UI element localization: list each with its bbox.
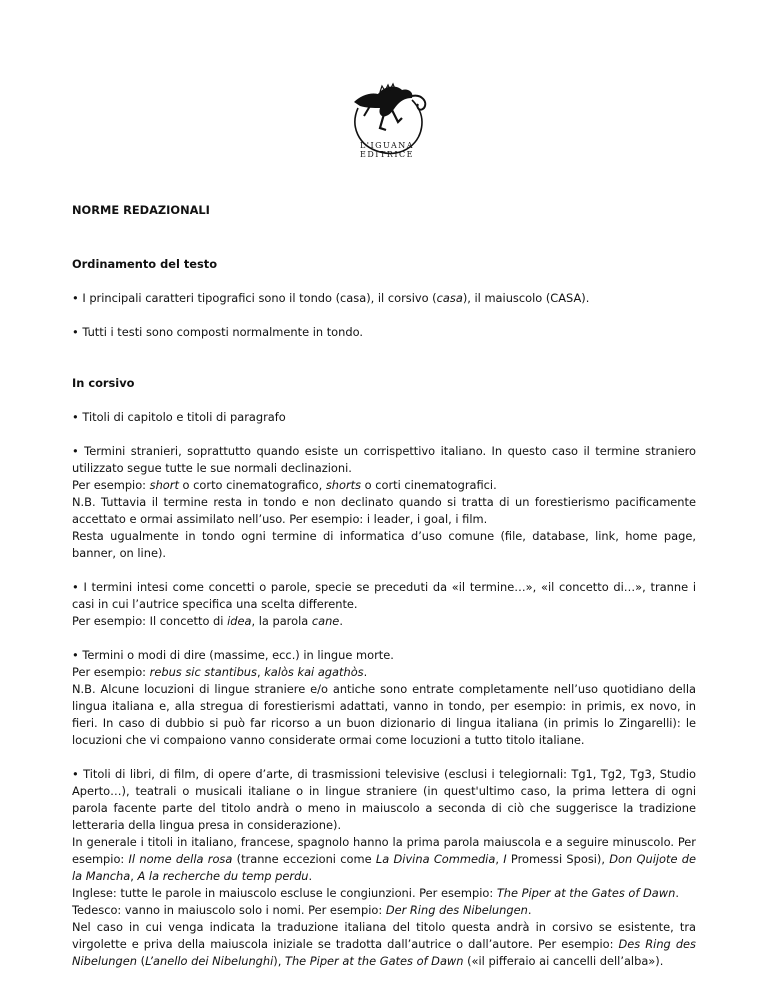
- italic-text: idea: [227, 614, 252, 628]
- text-run: .: [308, 869, 313, 883]
- text-run: .: [527, 903, 532, 917]
- paragraph-line: [72, 579, 696, 613]
- text-run: N.B. Alcune locuzioni di lingue straniere e/o antiche sono entrate completamente nell’uso quotidiano della lingua italiana e, alla stregua di forestierismi adattati, vanno in tondo, per esempio: in primis, ex novo, in fieri. In caso di dubbio si può far ricorso a un buon dizionario di lingua italiana (in primis lo Zingarelli): le locuzioni che vi compaiono vanno considerate ormai come locuzioni a tutto titolo italiane.: [72, 682, 696, 747]
- italic-text: L’anello dei Nibelunghi: [145, 954, 274, 968]
- italic-text: cane: [311, 614, 340, 628]
- text-run: Nel caso in cui venga indicata la traduzione italiana del titolo questa andrà in corsivo se esistente, tra virgolette e priva della maiuscola iniziale se tradotta dall’autrice o dall’autore. Per esempio:: [72, 920, 696, 951]
- italic-text: The Piper at the Gates of Dawn: [284, 954, 464, 968]
- paragraph-block: [72, 579, 696, 630]
- text-run: .: [675, 886, 679, 900]
- paragraph-line: [72, 766, 696, 834]
- paragraph-line: [72, 613, 696, 630]
- text-run: Inglese: tutte le parole in maiuscolo escluse le congiunzioni. Per esempio:: [72, 886, 497, 900]
- paragraph-line: [72, 902, 696, 919]
- text-run: o corto cinematografico,: [178, 478, 326, 492]
- paragraph-line: [72, 664, 696, 681]
- paragraph-line: [72, 477, 696, 494]
- section-title-ordinamento: Ordinamento del testo: [72, 257, 218, 271]
- text-run: • Titoli di libri, di film, di opere d’arte, di trasmissioni televisive (esclusi i telegiornali: Tg1, Tg2, Tg3, Studio Aperto…), teatrali o musicali italiane o in lingue straniere (in quest'ultimo caso, la prima lettera di ogni parola facente parte del titolo andrà o meno in maiuscolo a seconda di ciò che suggerisce la tradizione letteraria della lingua presa in considerazione).: [72, 767, 696, 832]
- paragraph-block: [72, 443, 696, 562]
- text-run: (: [137, 954, 146, 968]
- italic-text: short: [149, 478, 179, 492]
- text-run: Per esempio: Il concetto di: [72, 614, 228, 628]
- paragraph-line: [72, 834, 696, 885]
- section-title-corsivo: In corsivo: [72, 376, 135, 390]
- italic-text: Der Ring des Nibelungen: [385, 903, 528, 917]
- italic-text: rebus sic stantibus: [149, 665, 257, 679]
- text-run: ), il maiuscolo (CASA).: [462, 291, 590, 305]
- paragraph-line: [72, 919, 696, 970]
- text-run: o corti cinematografici.: [361, 478, 497, 492]
- text-run: («il pifferaio ai cancelli dell’alba»).: [463, 954, 664, 968]
- text-run: , la parola: [251, 614, 312, 628]
- paragraph-line: [72, 681, 696, 749]
- italic-text: La Divina Commedia: [375, 852, 496, 866]
- paragraph-line: [72, 528, 696, 562]
- text-run: .: [339, 614, 343, 628]
- text-run: • Termini stranieri, soprattutto quando esiste un corrispettivo italiano. In questo caso il termine straniero utilizzato segue tutte le sue normali declinazioni.: [72, 444, 696, 475]
- italic-text: A la recherche du temp perdu: [137, 869, 309, 883]
- paragraph-line: [72, 494, 696, 528]
- text-run: Tedesco: vanno in maiuscolo solo i nomi. Per esempio:: [72, 903, 386, 917]
- italic-text: Des Ring des Nibelungen: [72, 937, 696, 968]
- text-run: Per esempio:: [72, 478, 150, 492]
- text-run: N.B. Tuttavia il termine resta in tondo e non declinato quando si tratta di un forestierismo pacificamente accettato e ormai assimilato nell’uso. Per esempio: i leader, i goal, i film.: [72, 495, 696, 526]
- text-run: ,: [256, 665, 265, 679]
- paragraph-line: [72, 647, 696, 664]
- text-run: In generale i titoli in italiano, francese, spagnolo hanno la prima parola maiuscola e a seguire minuscolo. Per esempio:: [72, 835, 696, 866]
- text-run: ,: [495, 852, 504, 866]
- italic-text: I: [503, 852, 507, 866]
- paragraph: • Titoli di capitolo e titoli di paragrafo: [72, 410, 286, 424]
- paragraph-line: [72, 443, 696, 477]
- paragraph-block: [72, 647, 696, 749]
- italic-text: casa: [436, 291, 463, 305]
- text-run: ,: [130, 869, 138, 883]
- italic-text: shorts: [325, 478, 362, 492]
- paragraph: • Tutti i testi sono composti normalmente in tondo.: [72, 325, 363, 339]
- paragraph-block: [72, 766, 696, 970]
- italic-text: Il nome della rosa: [128, 852, 233, 866]
- text-run: ),: [273, 954, 285, 968]
- italic-text: kalòs kai agathòs: [264, 665, 364, 679]
- text-run: (tranne eccezioni come: [232, 852, 376, 866]
- document-title: NORME REDAZIONALI: [72, 203, 210, 217]
- text-run: • I principali caratteri tipografici sono il tondo (casa), il corsivo (: [72, 291, 437, 305]
- document-body: [72, 202, 696, 970]
- paragraph: [72, 290, 696, 307]
- text-run: .: [363, 665, 368, 679]
- italic-text: Don Quijote de la Mancha: [72, 852, 697, 883]
- text-run: • I termini intesi come concetti o parole, specie se preceduti da «il termine…», «il concetto di…», tranne i casi in cui l’autrice specifica una scelta differente.: [72, 580, 696, 611]
- text-run: Resta ugualmente in tondo ogni termine di informatica d’uso comune (file, database, link, home page, banner, on line).: [72, 529, 696, 560]
- text-run: • Termini o modi di dire (massime, ecc.) in lingue morte.: [72, 648, 394, 662]
- text-run: Per esempio:: [72, 665, 150, 679]
- text-run: Promessi Sposi),: [506, 852, 610, 866]
- italic-text: The Piper at the Gates of Dawn: [496, 886, 676, 900]
- logo-text: L'IGUANA EDITRICE: [359, 141, 415, 159]
- paragraph-line: [72, 885, 696, 902]
